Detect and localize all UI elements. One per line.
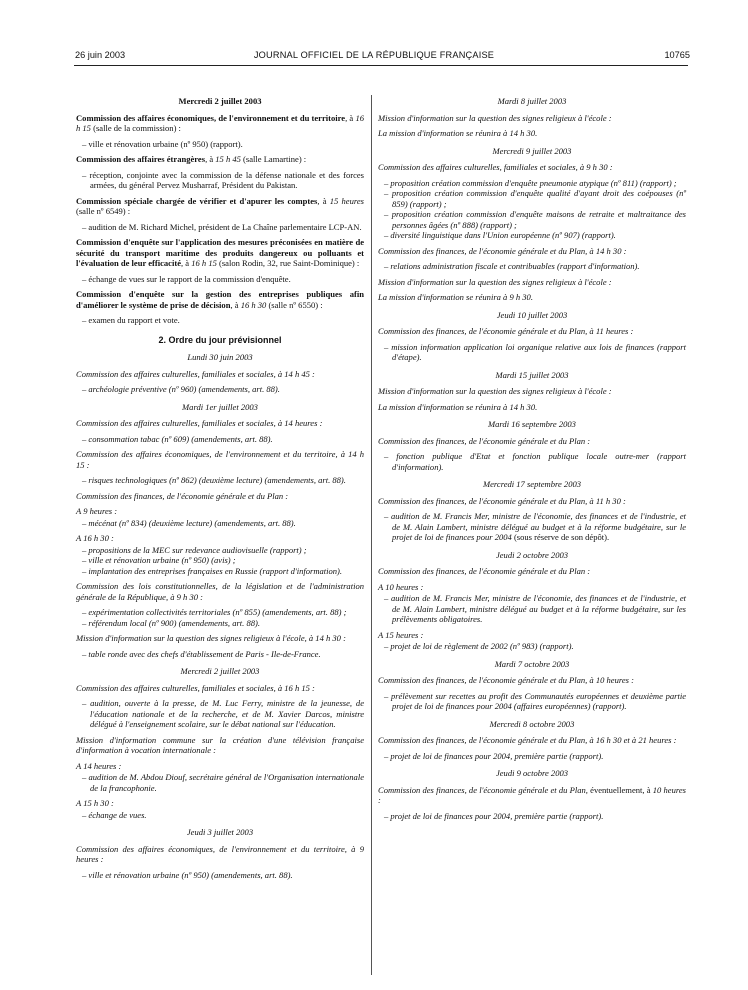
time-label: A 16 h 30 :: [76, 533, 114, 543]
list-item: – ville et rénovation urbaine (nº 950) (amendements, art. 88).: [82, 869, 293, 880]
list-item: – diversité linguistique dans l'Union européenne (nº 907) (rapport).: [384, 230, 616, 240]
agenda-list: [378, 451, 686, 472]
agenda-list: [378, 751, 686, 762]
day-heading: Jeudi 10 juillet 2003: [496, 309, 568, 320]
list-item: – expérimentation collectivités territoriales (nº 855) (amendements, art. 88) ;: [82, 607, 347, 617]
agenda-list: [378, 691, 686, 712]
agenda-list: [378, 511, 686, 543]
list-item: – échange de vues sur le rapport de la commission d'enquête.: [82, 273, 291, 284]
time-label: A 10 heures :: [378, 581, 424, 592]
day-heading: Jeudi 3 juillet 2003: [186, 827, 254, 837]
list-item: – consommation tabac (nº 609) (amendements, art. 88).: [82, 433, 273, 444]
header-page-number: 10765: [664, 50, 690, 60]
list-item: – échange de vues.: [82, 809, 147, 820]
agenda-list: [76, 649, 364, 660]
day-heading: Mercredi 2 juillet 2003: [180, 666, 260, 676]
entry-paragraph: Commission d'enquête sur l'application des mesures préconisées en matière de sécurité du transport maritime des produits dangereux ou polluants et l'évaluation de leur efficacité, à 16 h 15 (salon Rodin, 32, rue Saint-Dominique) :: [76, 237, 364, 268]
agenda-list: [76, 384, 364, 395]
column-divider: [371, 95, 372, 975]
day-heading: Mardi 16 septembre 2003: [488, 419, 576, 429]
day-heading: Lundi 30 juin 2003: [187, 352, 253, 362]
list-item: – proposition création commission d'enquête qualité d'ayant droit des coépouses (nº 859) (rapport) ;: [384, 188, 686, 209]
list-item: – archéologie préventive (nº 960) (amendements, art. 88).: [82, 384, 280, 394]
agenda-list: [76, 434, 364, 445]
agenda-list: [76, 315, 364, 326]
entry-paragraph: Commission des affaires économiques, de l'environnement et du territoire, à 9 heures :: [76, 843, 364, 864]
day-heading: Mercredi 8 octobre 2003: [489, 718, 575, 729]
agenda-list: [378, 811, 686, 822]
day-heading: Mercredi 17 septembre 2003: [482, 479, 582, 489]
entry-paragraph: Mission d'information sur la question des signes religieux à l'école :: [378, 386, 612, 396]
list-item: – risques technologiques (nº 862) (deuxième lecture) (amendements, art. 88).: [82, 475, 346, 485]
entry-paragraph: La mission d'information se réunira à 14 h 30.: [378, 401, 538, 412]
entry-paragraph: Mission d'information sur la question des signes religieux à l'école :: [378, 112, 612, 123]
list-item: – mécénat (nº 834) (deuxième lecture) (amendements, art. 88).: [82, 517, 296, 528]
entry-paragraph: Commission des finances, de l'économie générale et du Plan, éventuellement, à 10 heures :: [378, 784, 686, 805]
agenda-list: [76, 222, 364, 233]
list-item: – audition de M. Francis Mer, ministre de l'économie, des finances et de l'industrie, et de M. Alain Lambert, ministre délégué au budget et à la réforme budgétaire, sur les prélèvements obligatoires.: [384, 593, 686, 624]
list-item: – examen du rapport et vote.: [82, 315, 180, 325]
entry-paragraph: Commission des finances, de l'économie générale et du Plan, à 10 heures :: [378, 675, 634, 685]
agenda-list: [76, 607, 364, 628]
entry-paragraph: Commission des affaires étrangères, à 15 h 45 (salle Lamartine) :: [76, 154, 307, 164]
agenda-list: [76, 772, 364, 793]
entry-paragraph: Mission d'information sur la question des signes religieux à l'école :: [378, 276, 612, 287]
day-heading: Mardi 15 juillet 2003: [495, 369, 569, 380]
list-item: – ville et rénovation urbaine (nº 950) (rapport).: [82, 138, 243, 149]
list-item: – projet de loi de finances pour 2004, première partie (rapport).: [384, 750, 604, 761]
list-item: – implantation des entreprises françaises en Russie (rapport d'information).: [82, 565, 343, 576]
day-heading: Jeudi 2 octobre 2003: [495, 549, 569, 560]
entry-paragraph: Commission des affaires culturelles, familiales et sociales, à 14 heures :: [76, 418, 323, 428]
list-item: – projet de loi de règlement de 2002 (nº 983) (rapport).: [384, 641, 574, 651]
list-item: – fonction publique d'Etat et fonction publique locale outre-mer (rapport d'information).: [384, 451, 686, 472]
header-rule: [74, 65, 688, 66]
list-item: – audition, ouverte à la presse, de M. Luc Ferry, ministre de la jeunesse, de l'éducation nationale et de la recherche, et de M. Xavier Darcos, ministre délégué à l'enseignement scolaire, sur le débat national sur l'éducation.: [82, 698, 364, 729]
agenda-list: [378, 342, 686, 363]
right-column: [378, 96, 686, 826]
list-item: – proposition création commission d'enquête maisons de retraite et maltraitance des personnes âgées (nº 888) (rapport) ;: [384, 209, 686, 230]
agenda-list: [378, 593, 686, 625]
agenda-list: [76, 518, 364, 529]
agenda-list: [378, 178, 686, 241]
page-header: [0, 50, 748, 64]
header-title: JOURNAL OFFICIEL DE LA RÉPUBLIQUE FRANÇAISE: [253, 50, 495, 60]
list-item: – ville et rénovation urbaine (nº 950) (avis) ;: [82, 555, 236, 565]
list-item: – audition de M. Francis Mer, ministre de l'économie, des finances et de l'industrie, et de M. Alain Lambert, ministre délégué au budget et à la réforme budgétaire, sur le projet de loi de finances pour 2004 (sous réserve de son dépôt).: [384, 511, 686, 542]
agenda-list: [76, 170, 364, 191]
agenda-list: [76, 475, 364, 486]
agenda-list: [76, 274, 364, 285]
entry-paragraph: La mission d'information se réunira à 14 h 30.: [378, 128, 538, 138]
entry-paragraph: Commission d'enquête sur la gestion des entreprises publiques afin d'améliorer le système de prise de décision, à 16 h 30 (salle nº 6550) :: [76, 289, 364, 310]
entry-paragraph: Commission des affaires culturelles, familiales et sociales, à 14 h 45 :: [76, 368, 315, 379]
agenda-list: [76, 139, 364, 150]
time-label: A 14 heures :: [76, 760, 122, 771]
entry-paragraph: Commission des lois constitutionnelles, de la législation et de l'administration générale de la République, à 9 h 30 :: [76, 581, 364, 602]
list-item: – table ronde avec des chefs d'établissement de Paris - Ile-de-France.: [82, 648, 321, 659]
list-item: – projet de loi de finances pour 2004, première partie (rapport).: [384, 810, 604, 821]
entry-paragraph: Commission des finances, de l'économie générale et du Plan :: [378, 435, 591, 446]
agenda-list: [378, 641, 686, 652]
agenda-list: [76, 698, 364, 730]
list-item: – mission information application loi organique relative aux lois de finances (rapport d'étape).: [384, 341, 686, 362]
header-date: 26 juin 2003: [75, 50, 126, 60]
day-heading: Mercredi 9 juillet 2003: [492, 145, 572, 156]
entry-paragraph: Commission des affaires économiques, de l'environnement et du territoire, à 16 h 15 (salle de la commission) :: [76, 112, 364, 133]
list-item: – proposition création commission d'enquête pneumonie atypique (nº 811) (rapport) ;: [384, 177, 677, 188]
entry-paragraph: Commission des affaires culturelles, familiales et sociales, à 16 h 15 :: [76, 682, 315, 693]
list-item: – prélèvement sur recettes au profit des Communautés européennes et deuxième partie projet de loi de finances pour 2004 (affaires européennes) (rapport).: [384, 690, 686, 711]
entry-paragraph: La mission d'information se réunira à 9 h 30.: [378, 292, 533, 302]
time-label: A 15 h 30 :: [76, 798, 114, 808]
entry-paragraph: Mission d'information commune sur la création d'une télévision française d'information à vocation internationale :: [76, 734, 364, 755]
entry-paragraph: Commission des affaires économiques, de l'environnement et du territoire, à 14 h 15 :: [76, 449, 364, 470]
entry-paragraph: Commission des finances, de l'économie générale et du Plan, à 11 heures :: [378, 326, 634, 336]
agenda-list: [76, 870, 364, 881]
day-heading: Mardi 1er juillet 2003: [182, 401, 258, 412]
entry-paragraph: Commission des affaires culturelles, familiales et sociales, à 9 h 30 :: [378, 162, 613, 172]
entry-paragraph: Commission des finances, de l'économie générale et du Plan, à 11 h 30 :: [378, 495, 626, 506]
list-item: – audition de M. Richard Michel, président de La Chaîne parlementaire LCP-AN.: [82, 221, 362, 232]
agenda-list: [76, 810, 364, 821]
entry-paragraph: Commission spéciale chargée de vérifier et d'apurer les comptes, à 15 heures (salle nº 6549) :: [76, 195, 364, 216]
day-heading: Mercredi 2 juillet 2003: [178, 96, 262, 106]
time-label: A 15 heures :: [378, 629, 424, 640]
entry-paragraph: Commission des finances, de l'économie générale et du Plan, à 14 h 30 :: [378, 245, 627, 256]
list-item: – relations administration fiscale et contribuables (rapport d'information).: [384, 261, 640, 271]
list-item: – propositions de la MEC sur redevance audiovisuelle (rapport) ;: [82, 544, 307, 555]
time-label: A 9 heures :: [76, 506, 118, 516]
entry-paragraph: Commission des finances, de l'économie générale et du Plan, à 16 h 30 et à 21 heures :: [378, 735, 677, 745]
day-heading: Mardi 8 juillet 2003: [497, 96, 567, 106]
agenda-list: [378, 261, 686, 272]
day-heading: Mardi 7 octobre 2003: [494, 658, 570, 669]
list-item: – référendum local (nº 900) (amendements, art. 88).: [82, 617, 260, 628]
entry-paragraph: Mission d'information sur la question des signes religieux à l'école, à 14 h 30 :: [76, 633, 346, 643]
left-column: [76, 96, 364, 885]
agenda-list: [76, 545, 364, 577]
list-item: – audition de M. Abdou Diouf, secrétaire général de l'Organisation internationale de la francophonie.: [82, 772, 364, 793]
entry-paragraph: Commission des finances, de l'économie générale et du Plan :: [378, 566, 591, 576]
day-heading: Jeudi 9 octobre 2003: [495, 768, 569, 778]
section-heading: 2. Ordre du jour prévisionnel: [158, 334, 282, 345]
entry-paragraph: Commission des finances, de l'économie générale et du Plan :: [76, 490, 289, 501]
list-item: – réception, conjointe avec la commission de la défense nationale et des forces armées, du général Pervez Musharraf, Président du Pakistan.: [82, 169, 364, 190]
